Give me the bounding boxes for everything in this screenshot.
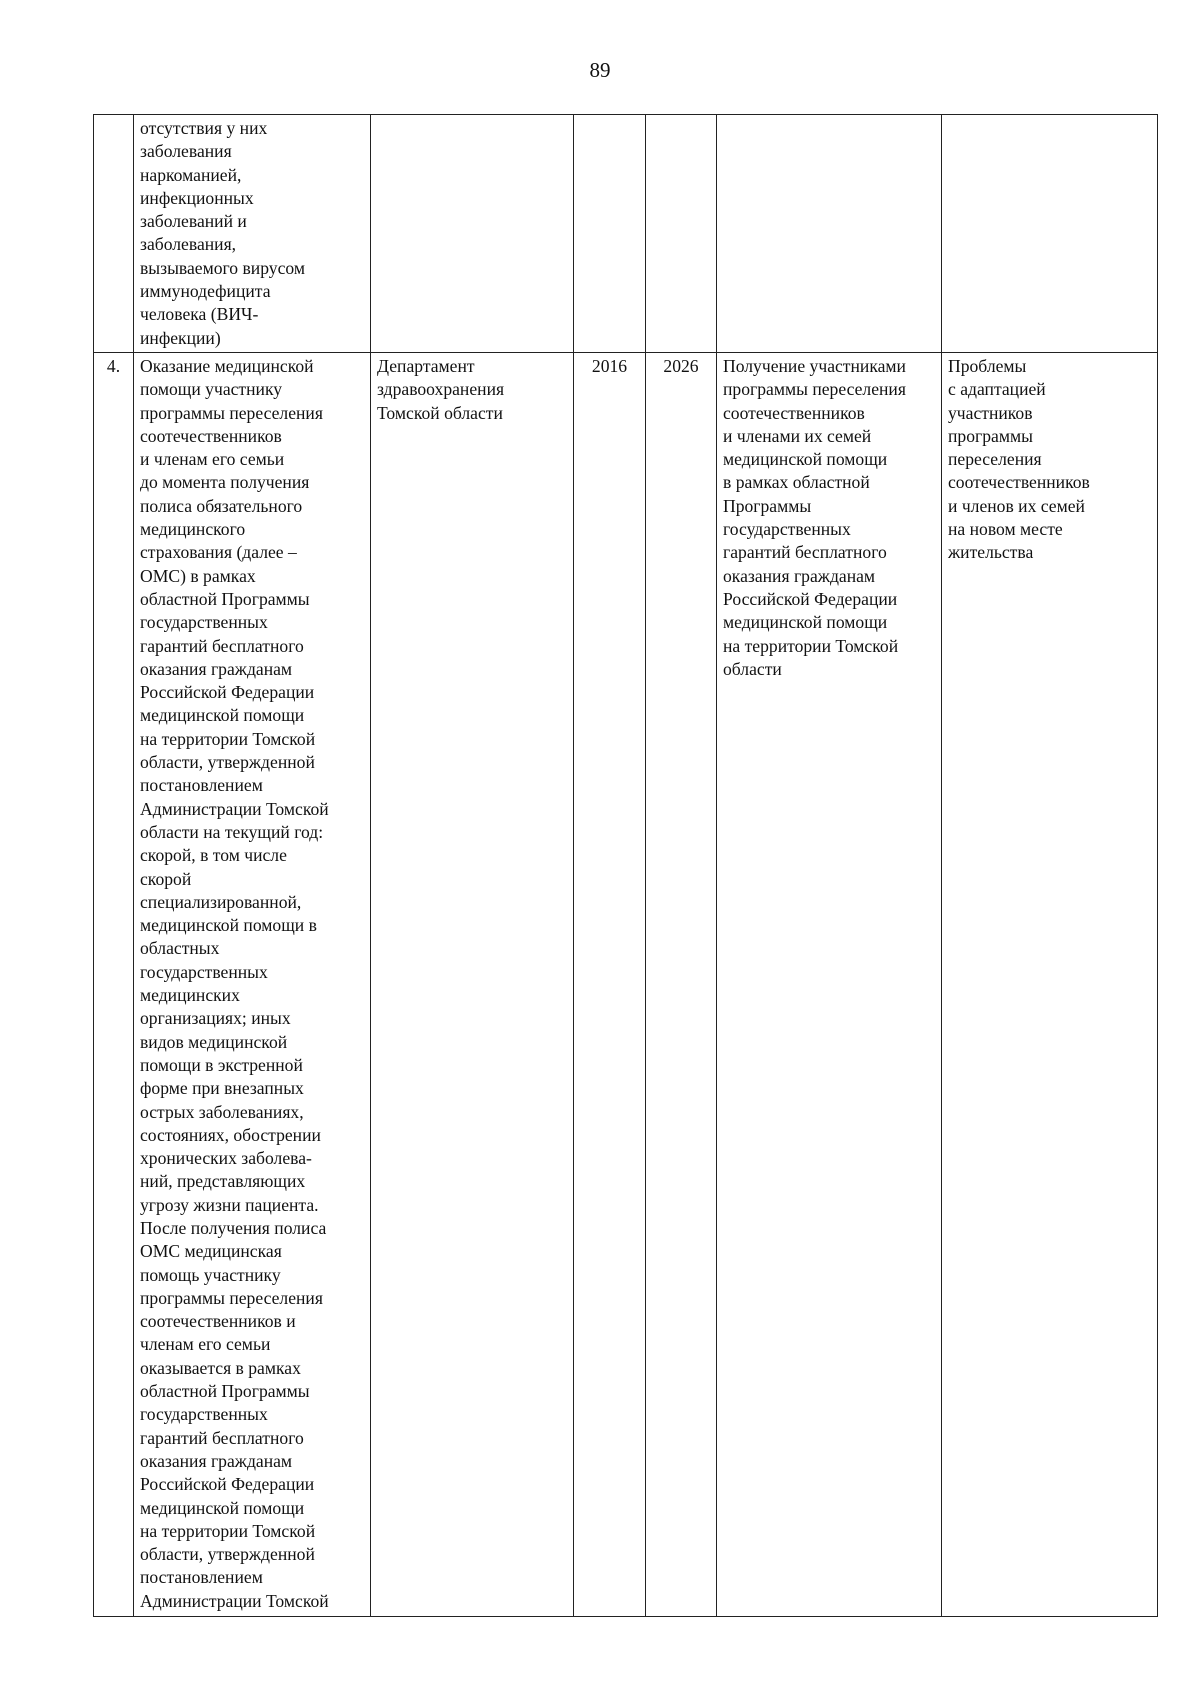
measures-table (93, 114, 1158, 1617)
page-number: 89 (589, 58, 611, 82)
result-text: Получение участниками программы переселения соотечественников и членами их семей медицинской помощи в рамках областной Программы государственных гарантий бесплатного оказания гражданам Российской Федерации медицинской помощи на территории Томской области (723, 356, 906, 679)
cell-end-year (646, 115, 717, 353)
start-year: 2016 (591, 356, 628, 376)
cell-risk (942, 353, 1158, 1617)
risk-text: Проблемы с адаптацией участников программы переселения соотечественников и членов их семей на новом месте жительства (948, 356, 1090, 563)
cell-number (94, 353, 134, 1617)
cell-measure (134, 353, 371, 1617)
cell-start-year (574, 115, 646, 353)
cell-end-year (646, 353, 717, 1617)
cell-executor (371, 115, 574, 353)
cell-executor (371, 353, 574, 1617)
cell-risk (942, 115, 1158, 353)
measure-text: отсутствия у них заболевания наркоманией, инфекционных заболеваний и заболевания, вызываемого вирусом иммунодефицита человека (ВИЧ- инфекции) (140, 118, 305, 348)
table-row-continued (94, 115, 1158, 353)
measure-text: Оказание медицинской помощи участнику программы переселения соотечественников и членам его семьи до момента получения полиса обязательного медицинского страхования (далее – ОМС) в рамках областной Программы государственных гарантий бесплатного оказания гражданам Российской Федерации медицинской помощи на территории Томской области, утвержденной постановлением Администрации Томской области на текущий год: скорой, в том числе скорой специализированной, медицинской помощи в областных государственных медицинских организациях; иных видов медицинской помощи в экстренной форме при внезапных острых заболеваниях, состояниях, обострении хронических заболева- ний, представляющих угрозу жизни пациента. После получения полиса ОМС медицинская помощь участнику программы переселения соотечественников и членам его семьи оказывается в рамках областной Программы государственных гарантий бесплатного оказания гражданам Российской Федерации медицинской помощи на территории Томской области, утвержденной постановлением Администрации Томской (140, 356, 329, 1611)
cell-measure (134, 115, 371, 353)
end-year: 2026 (663, 356, 699, 376)
cell-start-year (574, 353, 646, 1617)
cell-result (717, 115, 942, 353)
cell-number (94, 115, 134, 353)
table-row-4 (94, 353, 1158, 1617)
row-number: 4. (106, 356, 121, 376)
executor-text: Департамент здравоохранения Томской области (377, 356, 505, 423)
cell-result (717, 353, 942, 1617)
